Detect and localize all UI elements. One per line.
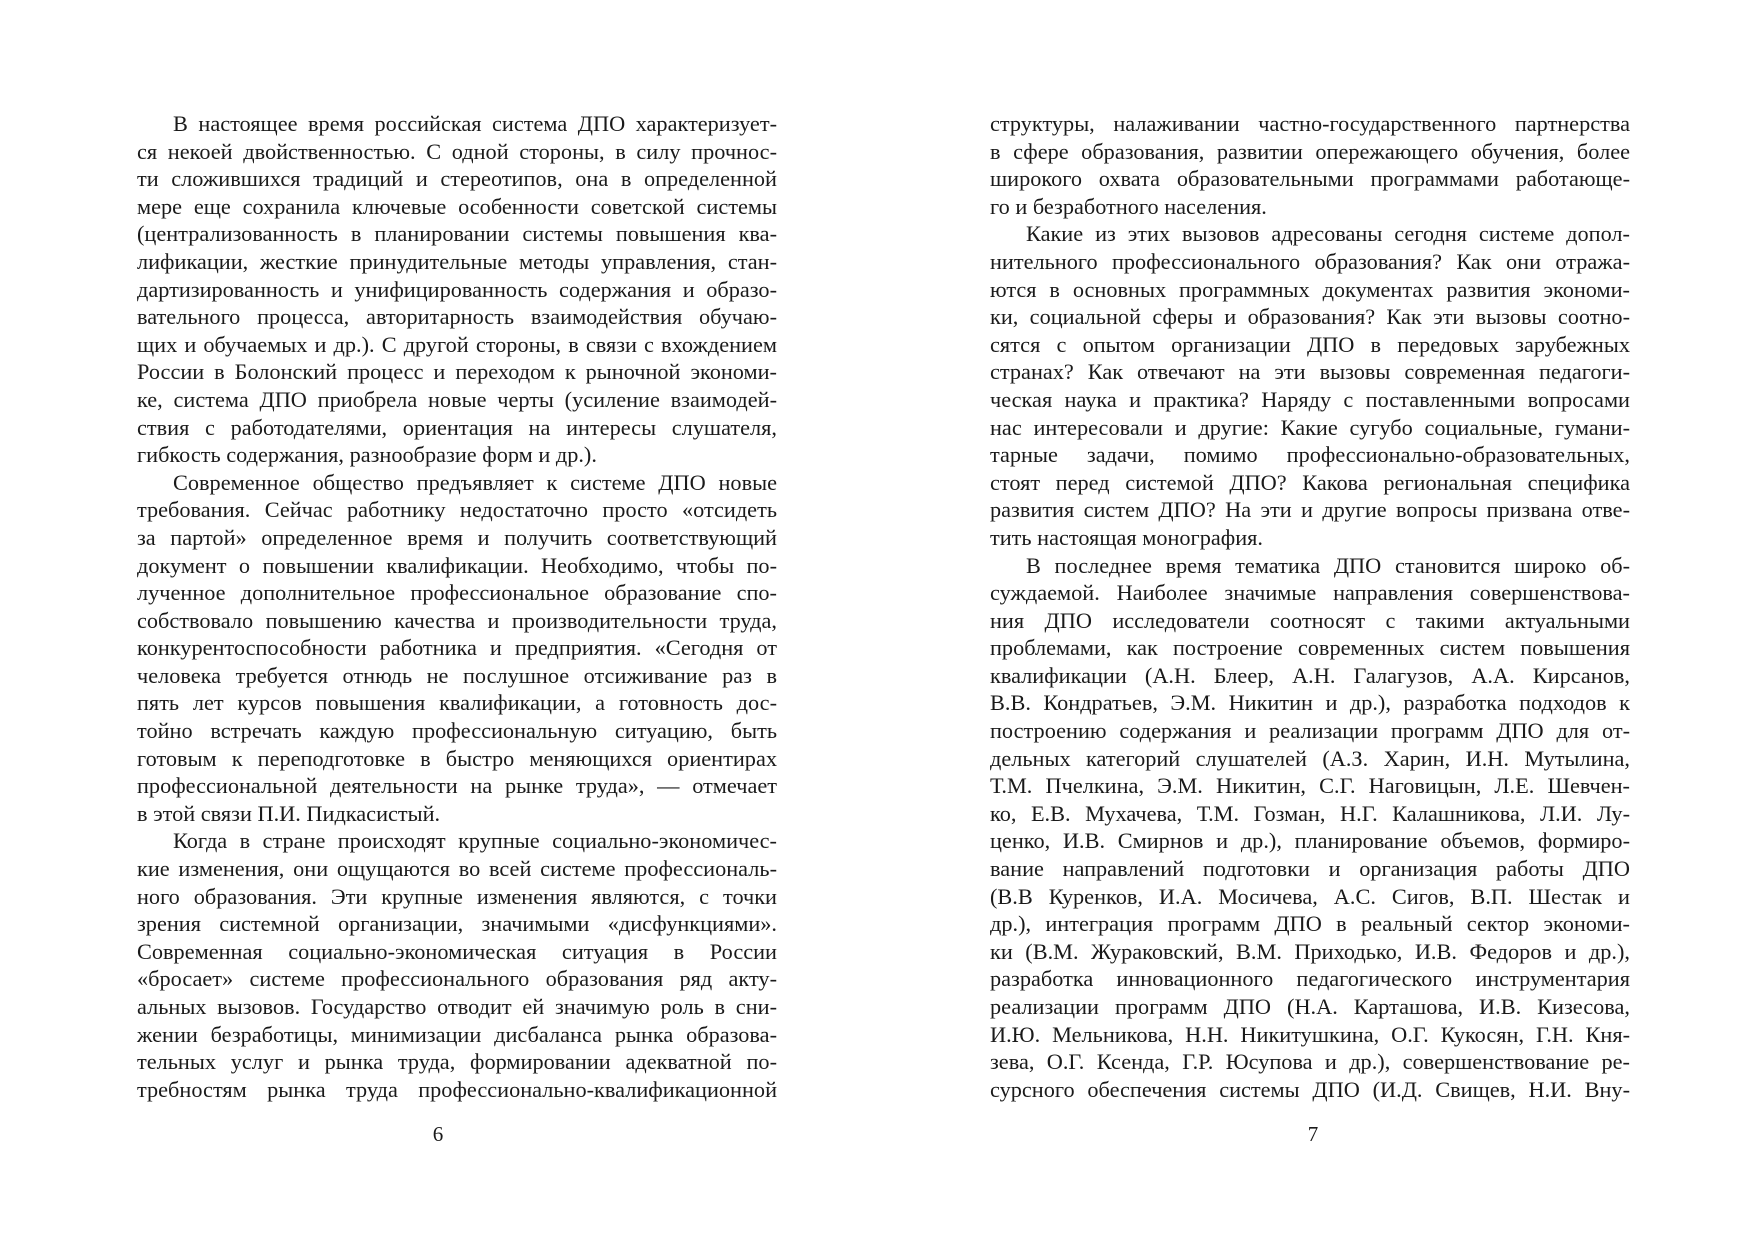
text-line: (В.В Куренков, И.А. Мосичева, А.С. Сигов, В.П. Шестак и bbox=[990, 883, 1630, 909]
text-line: лученное дополнительное профессиональное образование спо- bbox=[137, 580, 777, 606]
text-line: В настоящее время российская система ДПО характеризует- bbox=[173, 111, 777, 136]
text-line: структуры, налаживании частно-государственного партнерства bbox=[990, 111, 1630, 136]
text-line: человека требуется отнюдь не послушное отсиживание раз в bbox=[137, 662, 777, 688]
text-line: документ о повышении квалификации. Необходимо, чтобы по- bbox=[137, 552, 777, 578]
text-line: В последнее время тематика ДПО становится широко об- bbox=[1026, 552, 1630, 578]
text-line: стоят перед системой ДПО? Какова региональная специфика bbox=[990, 469, 1630, 495]
text-line: профессиональной деятельности на рынке труда», — отмечает bbox=[137, 773, 777, 799]
text-line: кие изменения, они ощущаются во всей системе профессиональ- bbox=[137, 856, 777, 882]
text-line: Современная социально-экономическая ситуация в России bbox=[137, 938, 777, 964]
page-number: 6 bbox=[432, 1122, 444, 1146]
text-line: «бросает» системе профессионального образования ряд акту- bbox=[137, 966, 777, 992]
text-line: собствовало повышению качества и производительности труда, bbox=[137, 607, 777, 633]
text-line: лификации, жесткие принудительные методы управления, стан- bbox=[137, 248, 777, 274]
text-line: разработка инновационного педагогического инструментария bbox=[990, 966, 1630, 992]
text-line: требования. Сейчас работнику недостаточно просто «отсидеть bbox=[137, 497, 777, 523]
text-line: гибкость содержания, разнообразие форм и др.). bbox=[137, 442, 597, 468]
text-line: ся некоей двойственностью. С одной стороны, в силу прочнос- bbox=[137, 138, 777, 164]
text-line: реализации программ ДПО (Н.А. Карташова, И.В. Кизесова, bbox=[990, 994, 1630, 1019]
text-line: щих и обучаемых и др.). С другой стороны, в связи с вхождением bbox=[137, 331, 777, 357]
text-line: широкого охвата образовательными программами работающе- bbox=[990, 166, 1630, 192]
text-line: мере еще сохранила ключевые особенности советской системы bbox=[137, 193, 777, 219]
text-line: готовым к переподготовке в быстро меняющихся ориентирах bbox=[137, 745, 777, 771]
text-line: альных вызовов. Государство отводит ей значимую роль в сни- bbox=[137, 994, 777, 1019]
text-line: ценко, И.В. Смирнов и др.), планирование объемов, формиро- bbox=[990, 828, 1630, 854]
left-page-text bbox=[137, 110, 777, 1103]
text-line: Современное общество предъявляет к системе ДПО новые bbox=[173, 469, 777, 495]
text-line: вательного процесса, авторитарность взаимодействия обучаю- bbox=[137, 304, 777, 330]
text-line: зрения системной организации, значимыми «дисфункциями». bbox=[137, 911, 777, 937]
text-line: конкурентоспособности работника и предприятия. «Сегодня от bbox=[137, 635, 777, 661]
text-line: ко, Е.В. Мухачева, Т.М. Гозман, Н.Г. Калашникова, Л.И. Лу- bbox=[990, 800, 1630, 826]
text-line: го и безработного населения. bbox=[990, 193, 1267, 219]
text-line: сятся с опытом организации ДПО в передовых зарубежных bbox=[990, 331, 1630, 357]
text-line: ки, социальной сферы и образования? Как эти вызовы соотно- bbox=[990, 304, 1630, 330]
text-line: тарные задачи, помимо профессионально-образовательных, bbox=[990, 442, 1630, 468]
text-line: пять лет курсов повышения квалификации, а готовность дос- bbox=[137, 690, 777, 716]
text-line: ческая наука и практика? Наряду с поставленными вопросами bbox=[990, 386, 1630, 412]
text-line: ния ДПО исследователи соотносят с такими актуальными bbox=[990, 607, 1630, 633]
text-line: Какие из этих вызовов адресованы сегодня системе допол- bbox=[1026, 221, 1630, 247]
text-line: странах? Как отвечают на эти вызовы современная педагоги- bbox=[990, 359, 1630, 385]
text-line: дельных категорий слушателей (А.З. Харин, И.Н. Мутылина, bbox=[990, 745, 1630, 771]
text-line: суждаемой. Наиболее значимые направления совершенствова- bbox=[990, 580, 1630, 606]
text-line: И.Ю. Мельникова, Н.Н. Никитушкина, О.Г. Кукосян, Г.Н. Кня- bbox=[990, 1021, 1630, 1047]
text-line: России в Болонский процесс и переходом к рыночной экономи- bbox=[137, 359, 777, 385]
text-line: зева, О.Г. Ксенда, Г.Р. Юсупова и др.), совершенствование ре- bbox=[990, 1049, 1630, 1075]
text-line: жении безработицы, минимизации дисбаланса рынка образова- bbox=[137, 1021, 777, 1047]
right-page-text bbox=[990, 110, 1630, 1103]
text-line: сурсного обеспечения системы ДПО (И.Д. Свищев, Н.И. Вну- bbox=[990, 1076, 1630, 1102]
text-line: вание направлений подготовки и организация работы ДПО bbox=[990, 856, 1630, 882]
text-line: нительного профессионального образования? Как они отража- bbox=[990, 248, 1630, 274]
text-line: дартизированность и унифицированность содержания и образо- bbox=[137, 276, 777, 302]
text-line: ются в основных программных документах развития экономи- bbox=[990, 276, 1630, 302]
text-line: в этой связи П.И. Пидкасистый. bbox=[137, 800, 441, 826]
text-line: тить настоящая монография. bbox=[990, 524, 1263, 550]
text-line: ке, система ДПО приобрела новые черты (усиление взаимодей- bbox=[137, 386, 777, 412]
text-line: в сфере образования, развитии опережающего обучения, более bbox=[990, 138, 1630, 164]
text-line: за партой» определенное время и получить соответствующий bbox=[137, 524, 777, 550]
text-line: тельных услуг и рынка труда, формировании адекватной по- bbox=[137, 1049, 777, 1075]
text-line: др.), интеграция программ ДПО в реальный сектор экономи- bbox=[990, 911, 1630, 937]
text-line: требностям рынка труда профессионально-квалификационной bbox=[137, 1076, 777, 1102]
text-line: проблемами, как построение современных систем повышения bbox=[990, 635, 1630, 661]
text-line: ки (В.М. Жураковский, В.М. Приходько, И.В. Федоров и др.), bbox=[990, 938, 1630, 964]
right-page bbox=[877, 0, 1755, 1240]
text-line: развития систем ДПО? На эти и другие вопросы призвана отве- bbox=[990, 497, 1630, 523]
text-line: квалификации (А.Н. Блеер, А.Н. Галагузов, А.А. Кирсанов, bbox=[990, 662, 1630, 688]
text-line: ти сложившихся традиций и стереотипов, она в определенной bbox=[137, 166, 777, 192]
text-line: нас интересовали и другие: Какие сугубо социальные, гумани- bbox=[990, 414, 1630, 440]
text-line: ствия с работодателями, ориентация на интересы слушателя, bbox=[137, 414, 777, 440]
text-line: ного образования. Эти крупные изменения являются, с точки bbox=[137, 883, 777, 909]
text-line: построению содержания и реализации программ ДПО для от- bbox=[990, 718, 1630, 744]
text-line: (централизованность в планировании системы повышения ква- bbox=[137, 221, 777, 247]
text-line: В.В. Кондратьев, Э.М. Никитин и др.), разработка подходов к bbox=[990, 690, 1630, 716]
text-line: тойно встречать каждую профессиональную ситуацию, быть bbox=[137, 718, 777, 744]
text-line: Когда в стране происходят крупные социально-экономичес- bbox=[173, 828, 777, 854]
text-line: Т.М. Пчелкина, Э.М. Никитин, С.Г. Наговицын, Л.Е. Шевчен- bbox=[990, 773, 1630, 799]
page-number: 7 bbox=[1307, 1122, 1319, 1146]
